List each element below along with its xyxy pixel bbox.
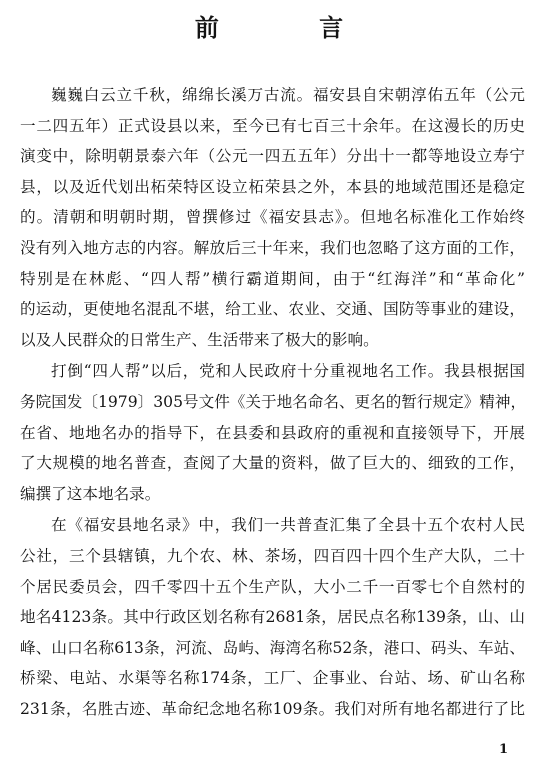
text-line: 公社，三个县辖镇，九个农、林、茶场，四百四十四个生产大队，二十	[20, 546, 525, 565]
text-line: 桥梁、电站、水渠等名称174条，工厂、企事业、台站、场、矿山名称	[20, 669, 525, 688]
text-line: 打倒“四人帮”以后，党和人民政府十分重视地名工作。我县根据国	[51, 362, 525, 381]
text-line: 巍巍白云立千秋，绵绵长溪万古流。福安县自宋朝淳佑五年（公元	[51, 86, 525, 104]
paragraph-3	[20, 510, 525, 724]
text-line: 特别是在林彪、“四人帮”横行霸道期间，由于“红海洋”和“革命化”	[20, 269, 525, 288]
text-line: 在《福安县地名录》中，我们一共普查汇集了全县十五个农村人民	[51, 516, 525, 535]
text-line: 以及人民群众的日常生产、生活带来了极大的影响。	[20, 330, 379, 349]
page-number: 1	[498, 742, 508, 757]
text-line: 县，以及近代划出柘荣特区设立柘荣县之外，本县的地域范围还是稳定	[20, 177, 525, 196]
text-line: 个居民委员会，四千零四十五个生产队，大小二千一百零七个自然村的	[20, 577, 525, 596]
text-line: 演变中，除明朝景泰六年（公元一四五五年）分出十一都等地设立寿宁	[20, 147, 525, 166]
text-line: 的。清朝和明朝时期，曾撰修过《福安县志》。但地名标准化工作始终	[20, 208, 525, 227]
text-line: 一二四五年）正式设县以来，至今已有七百三十余年。在这漫长的历史	[20, 116, 525, 135]
text-line: 地名4123条。其中行政区划名称有2681条，居民点名称139条，山、山	[20, 608, 525, 627]
body-text	[20, 80, 525, 725]
page-title: 前 言	[194, 14, 390, 42]
text-line: 的运动，更使地名混乱不堪，给工业、农业、交通、国防等事业的建设，	[20, 300, 525, 319]
text-line: 没有列入地方志的内容。解放后三十年来，我们也忽略了这方面的工作，	[20, 238, 525, 257]
text-line: 编撰了这本地名录。	[20, 484, 161, 503]
text-line: 峰、山口名称613条，河流、岛屿、海湾名称52条，港口、码头、车站、	[20, 638, 525, 657]
paragraph-2	[20, 356, 525, 509]
text-line: 231条，名胜古迹、革命纪念地名称109条。我们对所有地名都进行了比	[20, 699, 525, 718]
paragraph-1	[20, 80, 525, 355]
text-line: 务院国发〔1979〕305号文件《关于地名命名、更名的暂行规定》精神，	[20, 392, 527, 411]
text-line: 了大规模的地名普查，查阅了大量的资料，做了巨大的、细致的工作，	[20, 454, 525, 473]
text-line: 在省、地地名办的指导下，在县委和县政府的重视和直接领导下，开展	[20, 423, 525, 442]
